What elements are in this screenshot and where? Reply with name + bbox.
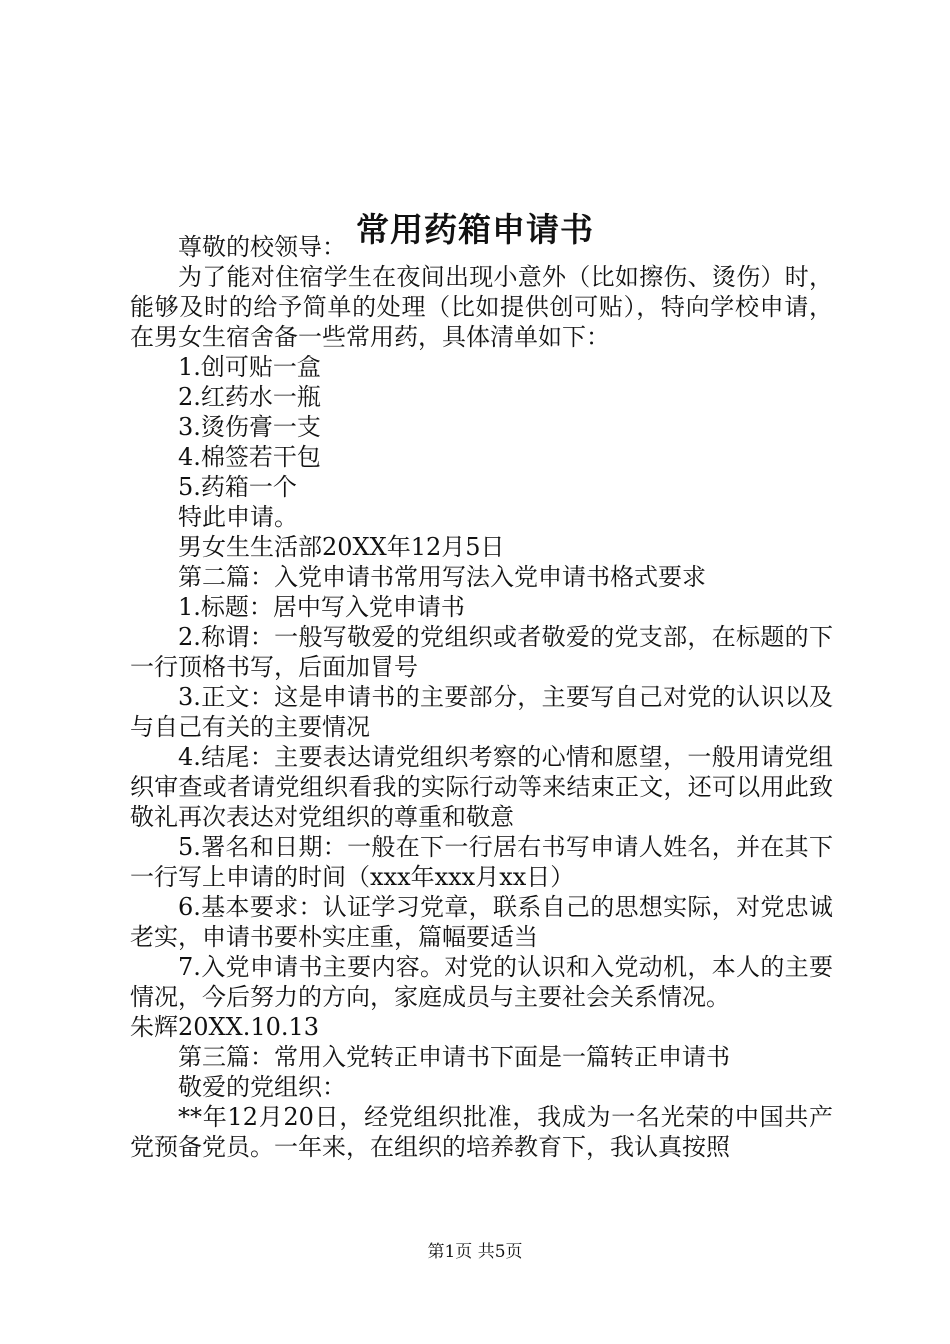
body-paragraph: **年12月20日，经党组织批准，我成为一名光荣的中国共产党预备党员。一年来，在组织的培养教育下，我认真按照 [130, 1103, 833, 1161]
list-item: 3.正文：这是申请书的主要部分，主要写自己对党的认识以及与自己有关的主要情况 [130, 683, 833, 741]
salutation: 尊敬的校领导： [178, 233, 346, 261]
section-heading: 第三篇：常用入党转正申请书下面是一篇转正申请书 [178, 1043, 730, 1071]
intro-paragraph: 为了能对住宿学生在夜间出现小意外（比如擦伤、烫伤）时，能够及时的给予简单的处理（比如提供创可贴），特向学校申请，在男女生宿舍备一些常用药，具体清单如下： [130, 263, 833, 351]
list-item: 5.署名和日期：一般在下一行居右书写申请人姓名，并在其下一行写上申请的时间（xxx年xxx月xx日） [130, 833, 833, 891]
list-item: 7.入党申请书主要内容。对党的认识和入党动机，本人的主要情况，今后努力的方向，家庭成员与主要社会关系情况。 [130, 953, 833, 1011]
document-body [130, 232, 833, 1162]
list-item: 3.烫伤膏一支 [178, 413, 321, 441]
page-number: 第1页 共5页 [427, 1242, 523, 1262]
list-item: 4.结尾：主要表达请党组织考察的心情和愿望，一般用请党组织审查或者请党组织看我的实际行动等来结束正文，还可以用此致敬礼再次表达对党组织的尊重和敬意 [130, 743, 833, 831]
closing-line: 特此申请。 [178, 503, 298, 531]
salutation: 敬爱的党组织： [178, 1073, 346, 1101]
list-item: 1.标题：居中写入党申请书 [178, 593, 465, 621]
list-item: 5.药箱一个 [178, 473, 297, 501]
signature-date: 朱辉20XX.10.13 [130, 1013, 320, 1041]
section-heading: 第二篇：入党申请书常用写法入党申请书格式要求 [178, 563, 706, 591]
list-item: 2.红药水一瓶 [178, 383, 321, 411]
list-item: 1.创可贴一盒 [178, 353, 321, 381]
page-title: 常用药箱申请书 [356, 210, 594, 250]
list-item: 6.基本要求：认证学习党章，联系自己的思想实际，对党忠诚老实，申请书要朴实庄重，篇幅要适当 [130, 893, 833, 951]
list-item: 2.称谓：一般写敬爱的党组织或者敬爱的党支部，在标题的下一行顶格书写，后面加冒号 [130, 623, 833, 681]
list-item: 4.棉签若干包 [178, 443, 321, 471]
signature-date: 男女生生活部20XX年12月5日 [178, 533, 505, 561]
